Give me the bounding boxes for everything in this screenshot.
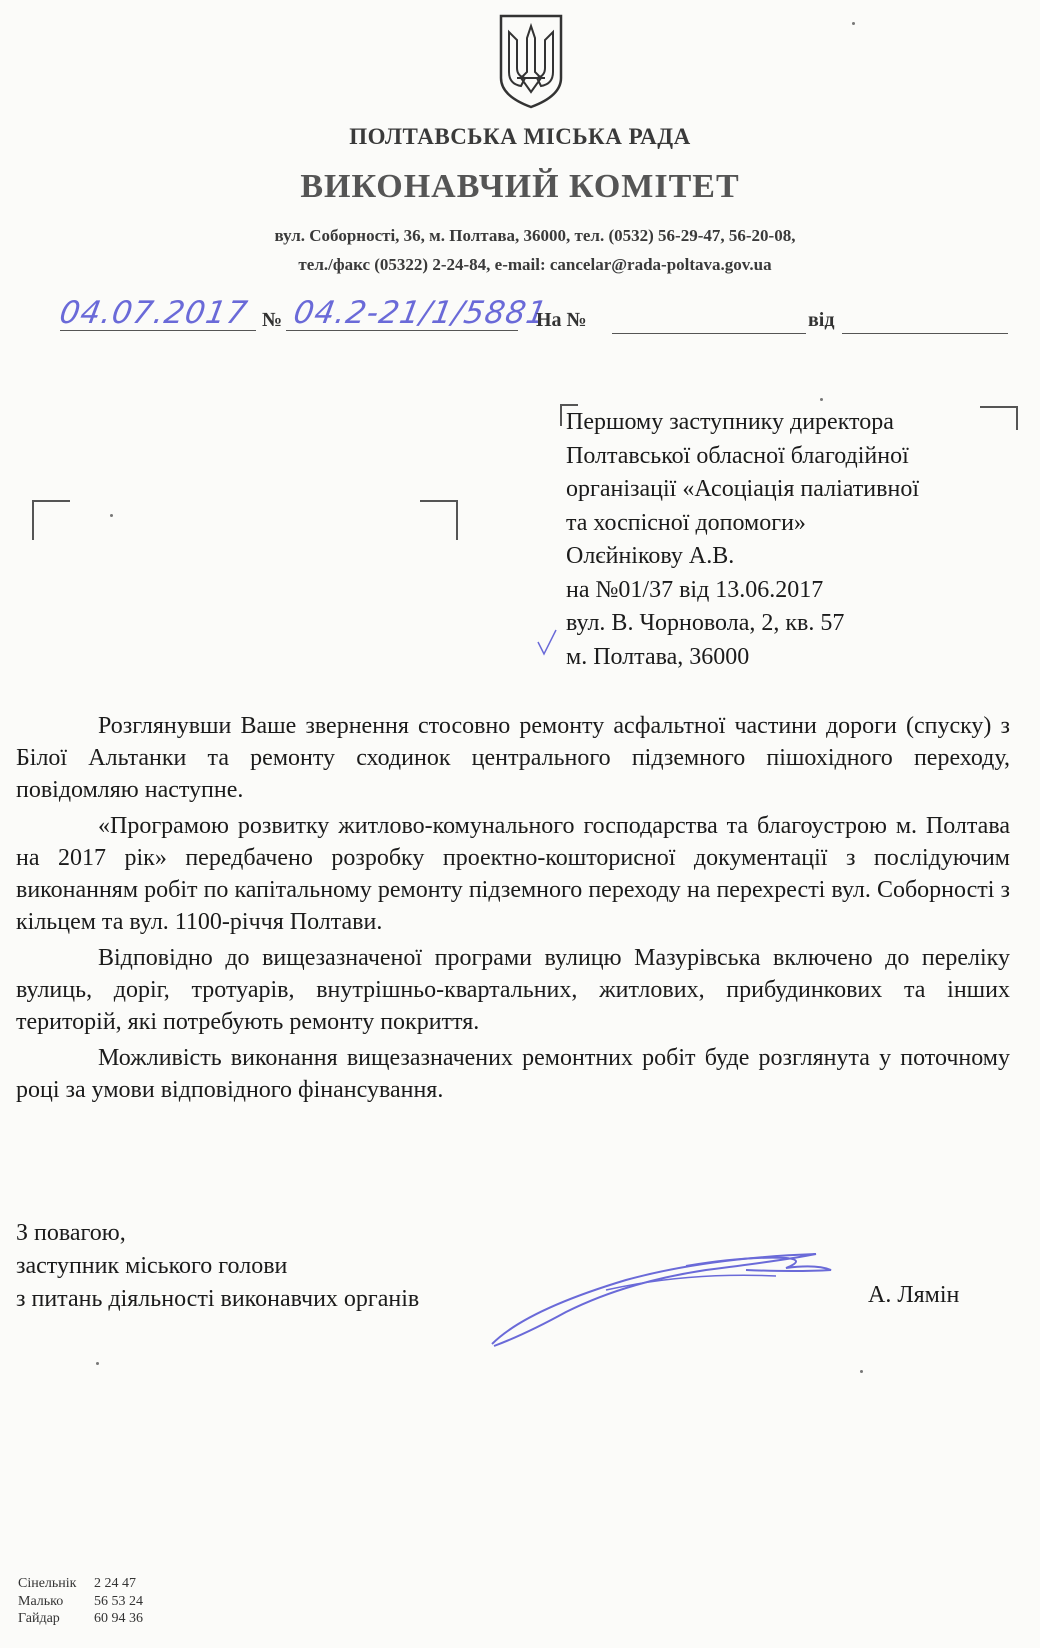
window-corner-mark [420, 500, 458, 540]
addressee-line: Першому заступнику директора [566, 409, 894, 435]
addressee-line: вул. В. Чорновола, 2, кв. 57 [566, 610, 845, 636]
letter-body [16, 710, 1010, 1110]
handwritten-check-icon [536, 628, 558, 658]
contact-name: Малько [18, 1593, 64, 1609]
number-label: № [262, 309, 283, 331]
council-name: ПОЛТАВСЬКА МІСЬКА РАДА [349, 124, 691, 149]
body-paragraph: Розглянувши Ваше звернення стосовно ремонту асфальтної частини дороги (спуску) з Білої Альтанки та ремонту сходинок центрального підземного пішохідного переходу, повідомляю наступне. [16, 713, 1010, 803]
window-corner-mark [32, 500, 70, 540]
body-paragraph: Можливість виконання вищезазначених ремонтних робіт буде розглянута у поточному році за умови відповідного фінансування. [16, 1045, 1010, 1103]
addressee-line: Полтавської обласної благодійної [566, 442, 909, 469]
scan-speck [820, 398, 823, 401]
contact-name: Сінельнік [18, 1576, 77, 1591]
addressee-line: та хоспісної допомоги» [566, 509, 806, 536]
number-underline [286, 330, 518, 331]
body-paragraph: «Програмою розвитку житлово-комунального господарства та благоустрою м. Полтава на 2017 рік» передбачено розробку проектно-кошторисної документації з послідуючим виконанням робіт по капітальному ремонту підземного переходу на перехресті вул. Соборності з кільцем та вул. 1100-річчя Полтави. [16, 813, 1010, 935]
addressee-corner-mark [980, 406, 1018, 430]
contact-phone: 56 53 24 [94, 1593, 143, 1609]
addressee-block [566, 406, 919, 674]
closing-block [16, 1217, 419, 1316]
handwritten-date: 04.07.2017 [56, 295, 251, 331]
contact-row [18, 1610, 143, 1628]
scan-speck [860, 1370, 863, 1373]
contact-phone: 60 94 36 [94, 1611, 143, 1626]
reply-number-blank [612, 333, 806, 334]
committee-title: ВИКОНАВЧИЙ КОМІТЕТ [300, 168, 740, 205]
scan-speck [96, 1362, 99, 1365]
from-date-label: від [808, 309, 835, 331]
reply-date-blank [842, 333, 1008, 334]
address-line-1: вул. Соборності, 36, м. Полтава, 36000, тел. (0532) 56-29-47, 56-20-08, [274, 226, 796, 245]
tryzub-emblem-icon [495, 12, 567, 110]
signer-position: заступник міського голови [16, 1253, 288, 1279]
signer-name: А. Лямін [868, 1282, 960, 1308]
closing-salutation: З повагою, [16, 1220, 126, 1246]
contact-row [18, 1575, 143, 1593]
scan-speck [110, 514, 113, 517]
reply-to-label: На № [536, 309, 587, 331]
addressee-line: м. Полтава, 36000 [566, 643, 750, 670]
address-line-2: тел./факс (05322) 2-24-84, e-mail: cancelar@rada-poltava.gov.ua [298, 255, 772, 274]
contact-name: Гайдар [18, 1611, 60, 1626]
executor-contacts [18, 1575, 143, 1628]
handwritten-reg-number: 04.2-21/1/5881 [290, 295, 551, 331]
signer-position: з питань діяльності виконавчих органів [16, 1286, 420, 1312]
addressee-line: на №01/37 від 13.06.2017 [566, 576, 824, 603]
date-underline [60, 330, 256, 331]
body-paragraph: Відповідно до вищезазначеної програми вулицю Мазурівська включено до переліку вулиць, доріг, тротуарів, внутрішньо-квартальних, житлових, прибудинкових та інших територій, які потребують ремонту покриття. [16, 945, 1010, 1035]
contact-row [18, 1593, 143, 1611]
scan-speck [852, 22, 855, 25]
contact-phone: 2 24 47 [94, 1576, 136, 1591]
handwritten-signature [486, 1250, 886, 1350]
addressee-line: Олєйнікову А.В. [566, 543, 735, 569]
addressee-line: організації «Асоціація паліативної [566, 476, 919, 502]
